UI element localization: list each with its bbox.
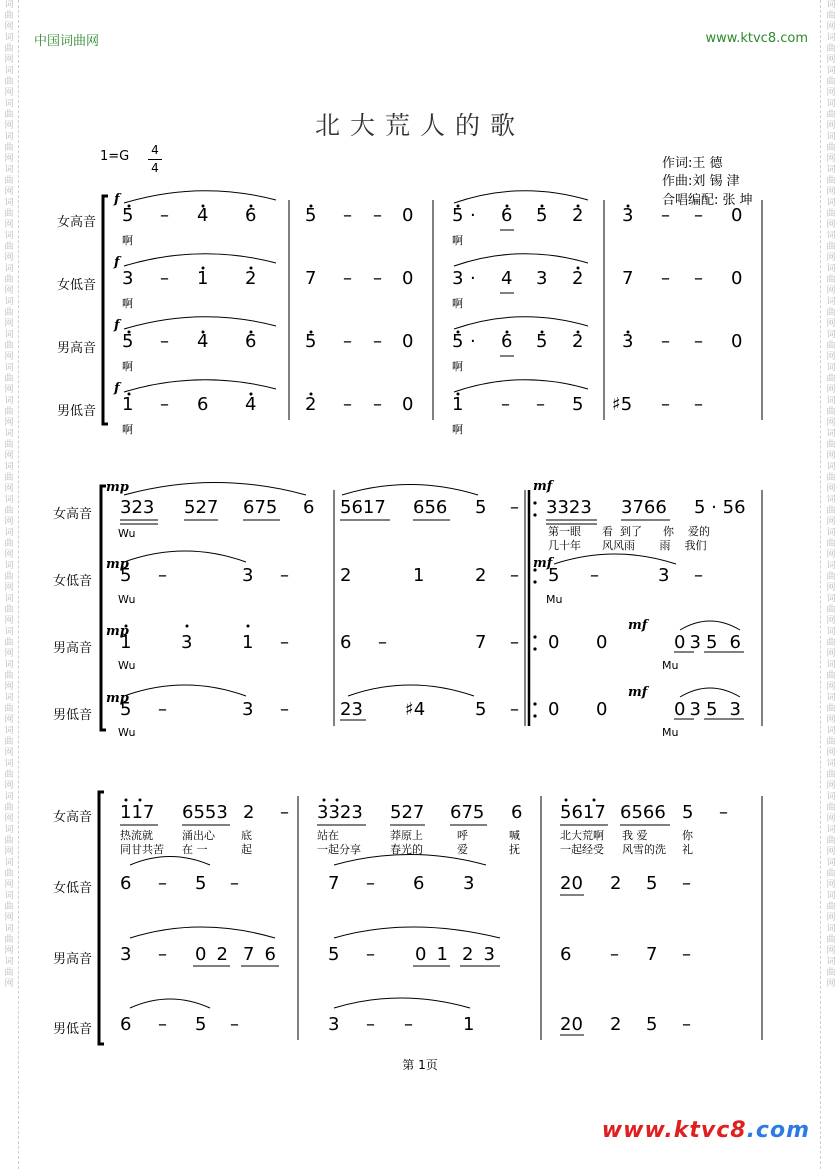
note: –: [682, 1014, 691, 1035]
note: –: [343, 268, 352, 289]
note: 5: [305, 331, 317, 352]
note: 0: [731, 331, 743, 352]
note: 6: [340, 632, 352, 653]
note: 1: [122, 394, 134, 415]
note: –: [373, 331, 382, 352]
note: 5: [548, 565, 560, 586]
note: 5: [120, 699, 132, 720]
note: 0: [548, 632, 560, 653]
dynamic-mark: mf: [628, 685, 648, 700]
note: –: [610, 944, 619, 965]
note: –: [280, 699, 289, 720]
lyric: 啊: [122, 234, 133, 247]
note: –: [682, 873, 691, 894]
note-group: 3323: [317, 802, 363, 823]
note: –: [366, 873, 375, 894]
lyric: Wu: [118, 659, 136, 672]
note: –: [343, 394, 352, 415]
note: 5: [195, 1014, 207, 1035]
note: 0: [731, 205, 743, 226]
note: –: [158, 873, 167, 894]
note: –: [158, 699, 167, 720]
key-signature: 1=G: [100, 149, 130, 164]
note-group: 01: [415, 944, 458, 965]
lyric: Mu: [662, 726, 679, 739]
note: 6: [511, 802, 523, 823]
lyric: Mu: [546, 593, 563, 606]
note-group: 6553: [182, 802, 228, 823]
note: 1: [452, 394, 464, 415]
note: 6: [501, 331, 513, 352]
note: –: [510, 632, 519, 653]
note: 5: [122, 331, 134, 352]
lyric: 啊: [122, 297, 133, 310]
lyric: 站在: [317, 829, 339, 842]
note-group: 03: [674, 632, 705, 653]
lyric: 一起经受: [560, 843, 604, 856]
note: ♯4: [405, 699, 426, 720]
dynamic-mark: mp: [106, 480, 129, 495]
note: –: [366, 944, 375, 965]
lyricist: 作词:王 德: [662, 156, 723, 171]
note: 0: [548, 699, 560, 720]
dynamic-mark: f: [114, 381, 120, 396]
lyric: 啊: [452, 297, 463, 310]
note-group: 675: [243, 497, 278, 518]
note: 6: [303, 497, 315, 518]
note-group: 02: [195, 944, 238, 965]
part-label-tenor: 男高音: [53, 641, 93, 656]
note-group: 03: [674, 699, 705, 720]
note: 1: [120, 632, 132, 653]
note: ·: [470, 331, 476, 352]
note: 4: [245, 394, 257, 415]
note: 7: [646, 944, 658, 965]
note: –: [661, 268, 670, 289]
note-group: 56: [706, 632, 753, 653]
note: 7: [475, 632, 487, 653]
note: –: [158, 565, 167, 586]
note: –: [661, 205, 670, 226]
note: –: [694, 331, 703, 352]
lyric: 你: [682, 829, 693, 842]
lyric: 涌出心: [182, 829, 215, 842]
note: 3: [181, 632, 193, 653]
lyric: 北大荒啊: [560, 829, 604, 842]
note: 6: [120, 873, 132, 894]
note: –: [343, 331, 352, 352]
note: –: [510, 565, 519, 586]
part-label-alto: 女低音: [57, 278, 97, 293]
note: 6: [197, 394, 209, 415]
lyric: 抚: [509, 843, 520, 856]
note: 1: [242, 632, 254, 653]
note: –: [378, 632, 387, 653]
dynamic-mark: f: [114, 192, 120, 207]
note: –: [536, 394, 545, 415]
note: ·: [470, 205, 476, 226]
note-group: 527: [390, 802, 425, 823]
note-group: 76: [243, 944, 286, 965]
note: 5: [122, 205, 134, 226]
dynamic-mark: mf: [533, 479, 553, 494]
note: 3: [658, 565, 670, 586]
page-number: 第 1页: [402, 1058, 438, 1072]
note-group: 5 · 56: [694, 497, 746, 518]
lyric: 热流就: [120, 829, 153, 842]
note: 5: [536, 331, 548, 352]
meter-top: 4: [151, 143, 159, 157]
note: –: [694, 268, 703, 289]
note: 5: [452, 205, 464, 226]
lyric: Wu: [118, 593, 136, 606]
lyric: 啊: [452, 360, 463, 373]
site-name: 中国词曲网: [34, 34, 100, 49]
note: –: [280, 565, 289, 586]
lyric: 我 爱: [622, 829, 648, 842]
note-group: 23: [340, 699, 363, 720]
note: 6: [120, 1014, 132, 1035]
note-group: 23: [462, 944, 505, 965]
note: 2: [475, 565, 487, 586]
note: 0: [596, 632, 608, 653]
dynamic-mark: mp: [106, 624, 129, 639]
note: 6: [560, 944, 572, 965]
lyric: 起: [241, 843, 252, 856]
note: ♯5: [612, 394, 633, 415]
lyric: Wu: [118, 527, 136, 540]
part-label-tenor: 男高音: [57, 341, 97, 356]
note: 4: [197, 205, 209, 226]
lyric: 爱: [457, 843, 468, 856]
note-group: 5617: [560, 802, 606, 823]
lyric: 啊: [452, 234, 463, 247]
note: –: [501, 394, 510, 415]
note: 2: [610, 1014, 622, 1035]
note: –: [280, 632, 289, 653]
note: 5: [195, 873, 207, 894]
note: 5: [646, 1014, 658, 1035]
note: –: [158, 1014, 167, 1035]
side-watermark-right: 词曲网词曲网词曲网词曲网词曲网词曲网词曲网词曲网词曲网词曲网词曲网词曲网词曲网词曲网词曲网词曲网词曲网词曲网词曲网词曲网词曲网词曲网词曲网词曲网词曲网词曲网词曲网词曲网词曲网词曲网: [826, 0, 836, 989]
note: –: [373, 268, 382, 289]
part-label-soprano: 女高音: [53, 810, 93, 825]
note: 7: [305, 268, 317, 289]
logo-ext: .com: [746, 1118, 810, 1143]
note: 4: [197, 331, 209, 352]
note: ·: [470, 268, 476, 289]
note: –: [694, 205, 703, 226]
note-group: 3766: [621, 497, 667, 518]
note: –: [230, 1014, 239, 1035]
note: 0: [402, 394, 414, 415]
note: –: [160, 205, 169, 226]
lyric: Wu: [118, 726, 136, 739]
dynamic-mark: f: [114, 318, 120, 333]
note: 0: [596, 699, 608, 720]
dynamic-mark: mp: [106, 691, 129, 706]
lyric: 在 一: [182, 843, 208, 856]
note: 3: [328, 1014, 340, 1035]
note: –: [682, 944, 691, 965]
note: –: [404, 1014, 413, 1035]
note-group: 20: [560, 1014, 583, 1035]
lyric: 底: [241, 829, 252, 842]
note: 2: [572, 205, 584, 226]
lyric: 第一眼 看 到了 你 爱的: [548, 525, 710, 538]
note: –: [661, 331, 670, 352]
note: 4: [501, 268, 513, 289]
lyric: 几十年 风风雨 雨 我们: [548, 539, 707, 552]
note: –: [160, 331, 169, 352]
note-group: 117: [120, 802, 155, 823]
note: 3: [452, 268, 464, 289]
note: 0: [402, 205, 414, 226]
note: –: [694, 394, 703, 415]
note: –: [694, 565, 703, 586]
note-group: 675: [450, 802, 485, 823]
note: 5: [475, 497, 487, 518]
note: –: [230, 873, 239, 894]
site-logo[interactable]: [602, 1118, 810, 1143]
note: –: [280, 802, 289, 823]
dynamic-mark: mp: [106, 557, 129, 572]
note-group: 656: [413, 497, 448, 518]
note: –: [366, 1014, 375, 1035]
note: 6: [245, 205, 257, 226]
note: 2: [572, 268, 584, 289]
meter-bottom: 4: [148, 159, 162, 177]
arranger: 合唱编配: 张 坤: [662, 193, 753, 208]
note: –: [160, 268, 169, 289]
lyric: 啊: [122, 360, 133, 373]
note: 2: [245, 268, 257, 289]
note: 3: [536, 268, 548, 289]
note: 7: [328, 873, 340, 894]
logo-main: www.ktvc8: [601, 1118, 747, 1143]
dynamic-mark: mf: [533, 556, 553, 571]
note: 3: [242, 699, 254, 720]
note: 5: [305, 205, 317, 226]
note: 2: [243, 802, 255, 823]
note: 6: [501, 205, 513, 226]
note: 3: [122, 268, 134, 289]
part-label-alto: 女低音: [53, 881, 93, 896]
note: 3: [463, 873, 475, 894]
lyric: Mu: [662, 659, 679, 672]
lyric: 啊: [452, 423, 463, 436]
note: 2: [305, 394, 317, 415]
part-label-alto: 女低音: [53, 574, 93, 589]
repeat-dots: [533, 501, 536, 717]
part-label-bass: 男低音: [53, 708, 93, 723]
lyric: 一起分享: [317, 843, 361, 856]
note: 5: [536, 205, 548, 226]
note-group: 6566: [620, 802, 666, 823]
part-label-soprano: 女高音: [57, 215, 97, 230]
note-group: 5617: [340, 497, 386, 518]
note: –: [510, 497, 519, 518]
beams: [120, 230, 744, 1035]
lyric: 莽原上: [390, 829, 423, 842]
note-group: 323: [120, 497, 155, 518]
note: 5: [682, 802, 694, 823]
note: 0: [731, 268, 743, 289]
note: –: [719, 802, 728, 823]
note: –: [510, 699, 519, 720]
part-label-tenor: 男高音: [53, 952, 93, 967]
side-watermark-left: 词曲网词曲网词曲网词曲网词曲网词曲网词曲网词曲网词曲网词曲网词曲网词曲网词曲网词曲网词曲网词曲网词曲网词曲网词曲网词曲网词曲网词曲网词曲网词曲网词曲网词曲网词曲网词曲网词曲网词曲网: [4, 0, 14, 989]
note: 3: [120, 944, 132, 965]
system-brackets: [99, 196, 108, 1044]
site-url: www.ktvc8.com: [705, 31, 808, 46]
note-group: 53: [706, 699, 753, 720]
note: 6: [245, 331, 257, 352]
note: 7: [622, 268, 634, 289]
note: 5: [572, 394, 584, 415]
lyric: 春光的: [390, 843, 423, 856]
note: 3: [622, 331, 634, 352]
part-label-bass: 男低音: [53, 1022, 93, 1037]
note: 1: [197, 268, 209, 289]
lyric: 啊: [122, 423, 133, 436]
note-group: 20: [560, 873, 583, 894]
note: 3: [242, 565, 254, 586]
note: –: [373, 205, 382, 226]
note: –: [590, 565, 599, 586]
note: 1: [413, 565, 425, 586]
note: 2: [610, 873, 622, 894]
barlines-system-1: [289, 200, 762, 420]
composer: 作曲:刘 锡 津: [662, 174, 740, 189]
note-group: 527: [184, 497, 219, 518]
note: –: [373, 394, 382, 415]
lyric: 呼: [457, 829, 468, 842]
note: 1: [463, 1014, 475, 1035]
note: 6: [413, 873, 425, 894]
part-label-soprano: 女高音: [53, 507, 93, 522]
note: 5: [475, 699, 487, 720]
note: 5: [328, 944, 340, 965]
lyric: 同甘共苦: [120, 843, 164, 856]
note: 5: [452, 331, 464, 352]
note: 0: [402, 268, 414, 289]
part-label-bass: 男低音: [57, 404, 97, 419]
note: –: [158, 944, 167, 965]
note: 0: [402, 331, 414, 352]
note: 5: [646, 873, 658, 894]
lyric: 礼: [682, 843, 693, 856]
lyric: 风雪的洗: [622, 843, 666, 856]
note: 3: [622, 205, 634, 226]
note: –: [343, 205, 352, 226]
note: 5: [120, 565, 132, 586]
note: –: [160, 394, 169, 415]
note: 2: [572, 331, 584, 352]
dynamic-mark: mf: [628, 618, 648, 633]
song-title: 北大荒人的歌: [314, 111, 525, 140]
note: –: [661, 394, 670, 415]
note: 2: [340, 565, 352, 586]
lyric: 喊: [509, 829, 520, 842]
note-group: 3323: [546, 497, 592, 518]
dynamic-mark: f: [114, 255, 120, 270]
